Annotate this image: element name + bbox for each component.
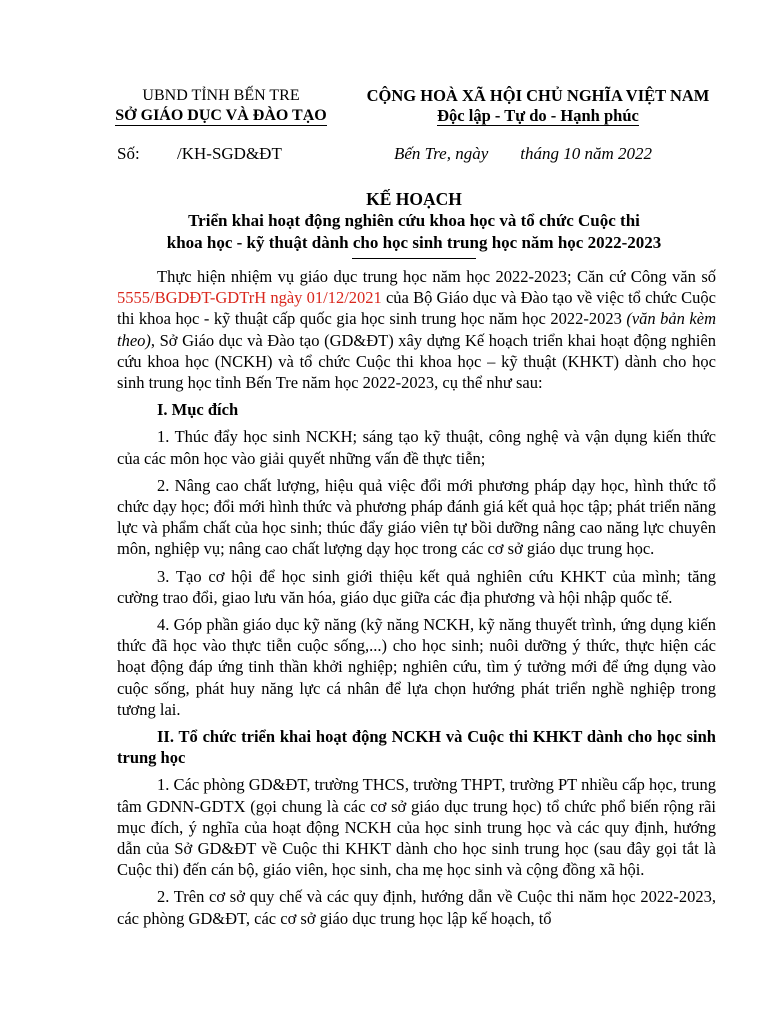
- document-number: [117, 144, 282, 164]
- agency-line-2: SỞ GIÁO DỤC VÀ ĐÀO TẠO: [115, 107, 327, 124]
- title-line-1: Triển khai hoạt động nghiên cứu khoa học và tổ chức Cuộc thi: [188, 211, 640, 230]
- agency-line-1: UBND TỈNH BẾN TRE: [142, 87, 300, 104]
- section-1-item: 2. Nâng cao chất lượng, hiệu quả việc đổi mới phương pháp dạy học, hình thức tổ chức dạy học; đổi mới hình thức và phương pháp đánh giá kết quả học tập; phát triển năng lực và phẩm chất của học sinh; thúc đẩy giáo viên tự bồi dưỡng nâng cao năng lực chuyên môn, nghiệp vụ; nâng cao chất lượng dạy học trong các cơ sở giáo dục trung học.: [117, 475, 716, 559]
- section-1-item: 1. Thúc đẩy học sinh NCKH; sáng tạo kỹ thuật, công nghệ và vận dụng kiến thức của các môn học vào giải quyết những vấn đề thực tiễn;: [117, 427, 716, 468]
- title-main: KẾ HOẠCH: [366, 189, 462, 209]
- section-2-item: 1. Các phòng GD&ĐT, trường THCS, trường THPT, trường PT nhiều cấp học, trung tâm GDNN-GDTX (gọi chung là các cơ sở giáo dục trung học) tổ chức phổ biến rộng rãi mục đích, ý nghĩa của hoạt động NCKH của học sinh trung học và các quy định, hướng dẫn của Sở GD&ĐT về Cuộc thi KHKT dành cho học sinh trung học (sau đây gọi tắt là Cuộc thi) đến cán bộ, giáo viên, học sinh, cha mẹ học sinh và cộng đồng xã hội.: [117, 775, 716, 880]
- issue-date: [394, 144, 652, 164]
- date-place-day: Bến Tre, ngày: [394, 144, 489, 163]
- intro-paragraph: Thực hiện nhiệm vụ giáo dục trung học năm học 2022-2023; Căn cứ Công văn số 5555/BGDĐT-GDTrH ngày 01/12/2021 của Bộ Giáo dục và Đào tạo về việc tổ chức Cuộc thi khoa học - kỹ thuật cấp quốc gia học sinh trung học năm học 2022-2023 (văn bản kèm theo), Sở Giáo dục và Đào tạo (GD&ĐT) xây dựng Kế hoạch triển khai hoạt động nghiên cứu khoa học (NCKH) và tổ chức Cuộc thi khoa học – kỹ thuật (KHKT) dành cho học sinh trung học tỉnh Bến Tre năm học 2022-2023, cụ thể như sau:: [117, 267, 716, 393]
- title-line-2: khoa học - kỹ thuật dành cho học sinh trung học năm học 2022-2023: [166, 233, 662, 252]
- official-letter-reference: 5555/BGDĐT-GDTrH ngày 01/12/2021: [117, 288, 382, 308]
- section-1-item: 4. Góp phần giáo dục kỹ năng (kỹ năng NCKH, kỹ năng thuyết trình, ứng dụng kiến thức đã học vào thực tiễn cuộc sống,...) cho học sinh; nuôi dưỡng ý thức, thực hiện các hoạt động đáp ứng tinh thần khởi nghiệp; nghiên cứu, tìm ý tưởng mới để ứng dụng vào cuộc sống, phát huy năng lực cá nhân để lựa chọn hướng phát triển nghề nghiệp trong tương lai.: [117, 615, 716, 719]
- section-2-item: 2. Trên cơ sở quy chế và các quy định, hướng dẫn về Cuộc thi năm học 2022-2023, các phòng GD&ĐT, các cơ sở giáo dục trung học lập kế hoạch, tổ: [117, 887, 716, 928]
- motto: Độc lập - Tự do - Hạnh phúc: [437, 106, 639, 125]
- number-label: Số:: [117, 144, 140, 163]
- document-title: [96, 188, 732, 259]
- date-month: tháng 10: [520, 144, 581, 163]
- section-2-heading: II. Tổ chức triển khai hoạt động NCKH và Cuộc thi KHKT dành cho học sinh trung học: [117, 727, 716, 768]
- section-1-item: 3. Tạo cơ hội để học sinh giới thiệu kết quả nghiên cứu KHKT của mình; tăng cường trao đổi, giao lưu văn hóa, giáo dục giữa các địa phương và hội nhập quốc tế.: [117, 566, 716, 607]
- section-1-heading: I. Mục đích: [157, 400, 239, 420]
- issuing-agency: [96, 86, 346, 126]
- title-divider: [352, 258, 476, 259]
- national-motto: [352, 86, 724, 126]
- document-body: [117, 266, 716, 935]
- country-name: CỘNG HOÀ XÃ HỘI CHỦ NGHĨA VIỆT NAM: [366, 86, 710, 105]
- number-value: /KH-SGD&ĐT: [177, 144, 282, 163]
- date-year: năm 2022: [584, 144, 653, 163]
